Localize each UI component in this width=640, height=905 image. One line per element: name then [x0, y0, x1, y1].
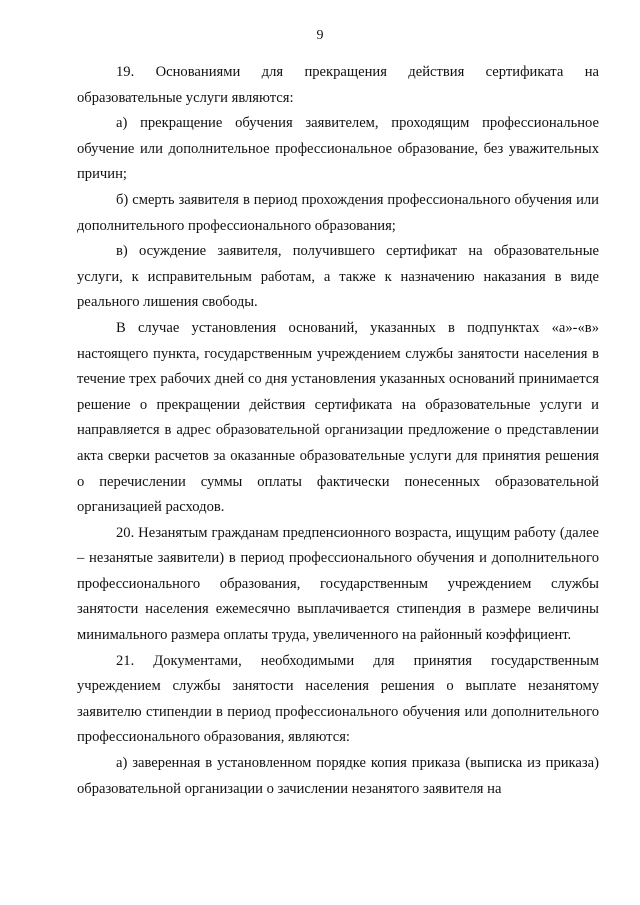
- paragraph-19-grounds: В случае установления оснований, указанных в подпунктах «а»-«в» настоящего пункта, государственным учреждением службы занятости населения в течение трех рабочих дней со дня установления указанных оснований принимается решение о прекращении действия сертификата на образовательные услуги и направляется в адрес образовательной организации предложение о представлении акта сверки расчетов за оказанные образовательные услуги для принятия решения о перечислении суммы оплаты фактически понесенных образовательной организацией расходов.: [77, 319, 599, 516]
- paragraph-19b: б) смерть заявителя в период прохождения профессионального обучения или дополнительного профессионального образования;: [77, 191, 599, 234]
- paragraph-19v: в) осуждение заявителя, получившего сертификат на образовательные услуги, к исправительным работам, а также к назначению наказания в виде реального лишения свободы.: [77, 243, 599, 311]
- paragraph-19a: а) прекращение обучения заявителем, проходящим профессиональное обучение или дополнительное профессиональное образование, без уважительных причин;: [77, 115, 599, 183]
- paragraph-20: 20. Незанятым гражданам предпенсионного возраста, ищущим работу (далее – незанятые заявители) в период профессионального обучения и дополнительного профессионального образования, государственным учреждением службы занятости населения ежемесячно выплачивается стипендия в размере величины минимального размера оплаты труда, увеличенного на районный коэффициент.: [77, 524, 599, 644]
- document-body: [77, 60, 599, 802]
- paragraph-21: 21. Документами, необходимыми для принятия государственным учреждением службы занятости населения решения о выплате незанятому заявителю стипендии в период профессионального обучения или дополнительного профессионального образования, являются:: [77, 652, 599, 746]
- page-number: 9: [316, 28, 324, 43]
- paragraph-19: 19. Основаниями для прекращения действия сертификата на образовательные услуги являются:: [77, 64, 599, 106]
- paragraph-21a: а) заверенная в установленном порядке копия приказа (выписка из приказа) образовательной организации о зачислении незанятого заявителя на: [77, 755, 599, 797]
